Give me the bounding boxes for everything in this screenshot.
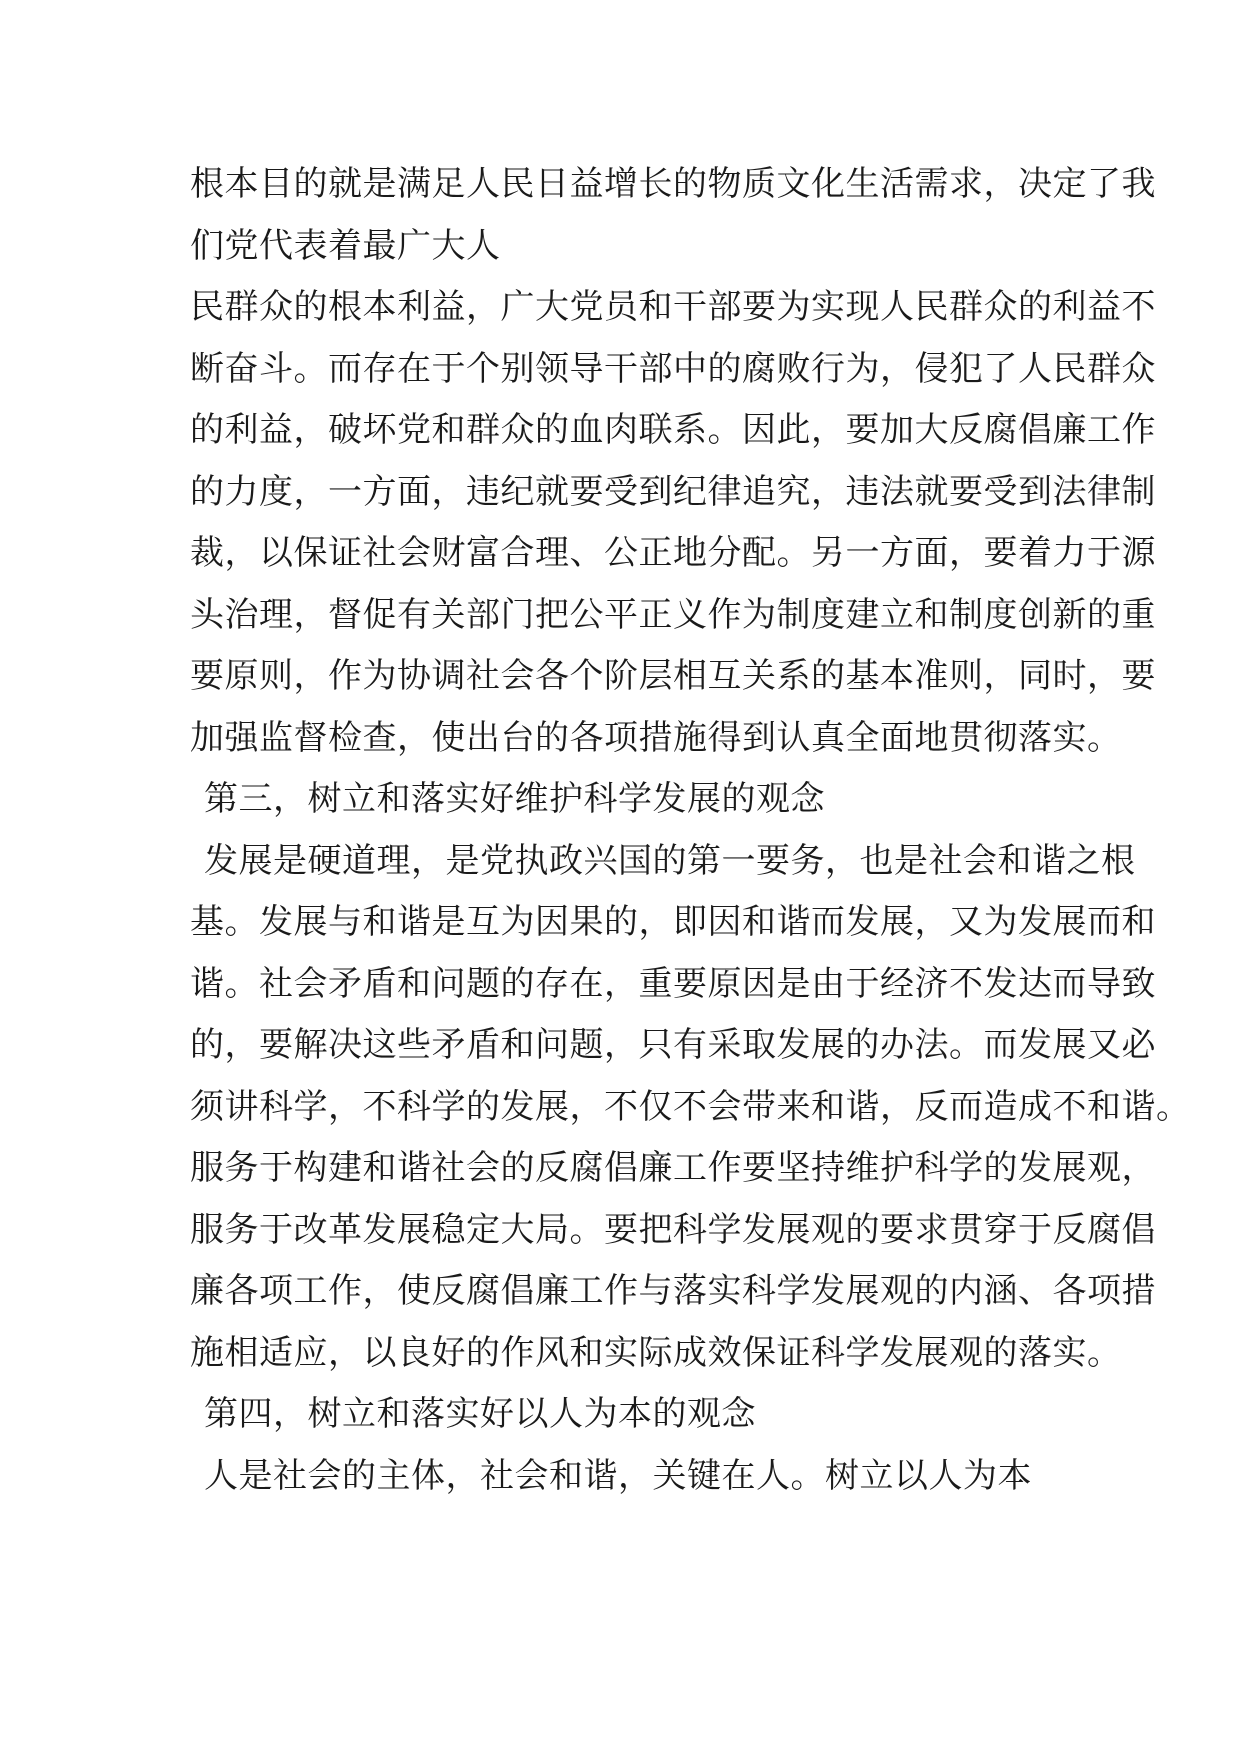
text-line: 施相适应，以良好的作风和实际成效保证科学发展观的落实。 — [190, 1332, 1122, 1373]
text-line: 基。发展与和谐是互为因果的，即因和谐而发展，又为发展而和 — [190, 902, 1156, 942]
text-line: 们党代表着最广大人 — [190, 225, 501, 266]
body-text — [190, 154, 1191, 1507]
text-line: 廉各项工作，使反腐倡廉工作与落实科学发展观的内涵、各项措 — [190, 1271, 1156, 1311]
text-line: 要原则，作为协调社会各个阶层相互关系的基本准则，同时，要 — [190, 656, 1156, 696]
text-line: 服务于改革发展稳定大局。要把科学发展观的要求贯穿于反腐倡 — [190, 1209, 1156, 1250]
paragraph-heading-line: 发展是硬道理，是党执政兴国的第一要务，也是社会和谐之根 — [204, 840, 1136, 881]
text-line: 裁，以保证社会财富合理、公正地分配。另一方面，要着力于源 — [190, 533, 1156, 573]
text-line: 须讲科学，不科学的发展，不仅不会带来和谐，反而造成不和谐。 — [190, 1086, 1191, 1127]
text-line: 服务于构建和谐社会的反腐倡廉工作要坚持维护科学的发展观， — [190, 1148, 1156, 1188]
text-line: 谐。社会矛盾和问题的存在，重要原因是由于经济不发达而导致 — [190, 963, 1156, 1004]
paragraph-heading-line: 第三，树立和落实好维护科学发展的观念 — [204, 779, 825, 819]
paragraph-heading-line: 人是社会的主体，社会和谐，关键在人。树立以人为本 — [204, 1455, 1032, 1496]
text-line: 根本目的就是满足人民日益增长的物质文化生活需求，决定了我 — [190, 164, 1156, 204]
text-line: 民群众的根本利益，广大党员和干部要为实现人民群众的利益不 — [190, 287, 1156, 327]
text-line: 的，要解决这些矛盾和问题，只有采取发展的办法。而发展又必 — [190, 1025, 1156, 1065]
text-line: 断奋斗。而存在于个别领导干部中的腐败行为，侵犯了人民群众 — [190, 348, 1156, 389]
text-line: 加强监督检查，使出台的各项措施得到认真全面地贯彻落实。 — [190, 717, 1122, 758]
text-line: 头治理，督促有关部门把公平正义作为制度建立和制度创新的重 — [190, 594, 1156, 635]
text-line: 的力度，一方面，违纪就要受到纪律追究，违法就要受到法律制 — [190, 471, 1156, 512]
text-line: 的利益，破坏党和群众的血肉联系。因此，要加大反腐倡廉工作 — [190, 410, 1156, 450]
paragraph-heading-line: 第四，树立和落实好以人为本的观念 — [204, 1394, 756, 1434]
